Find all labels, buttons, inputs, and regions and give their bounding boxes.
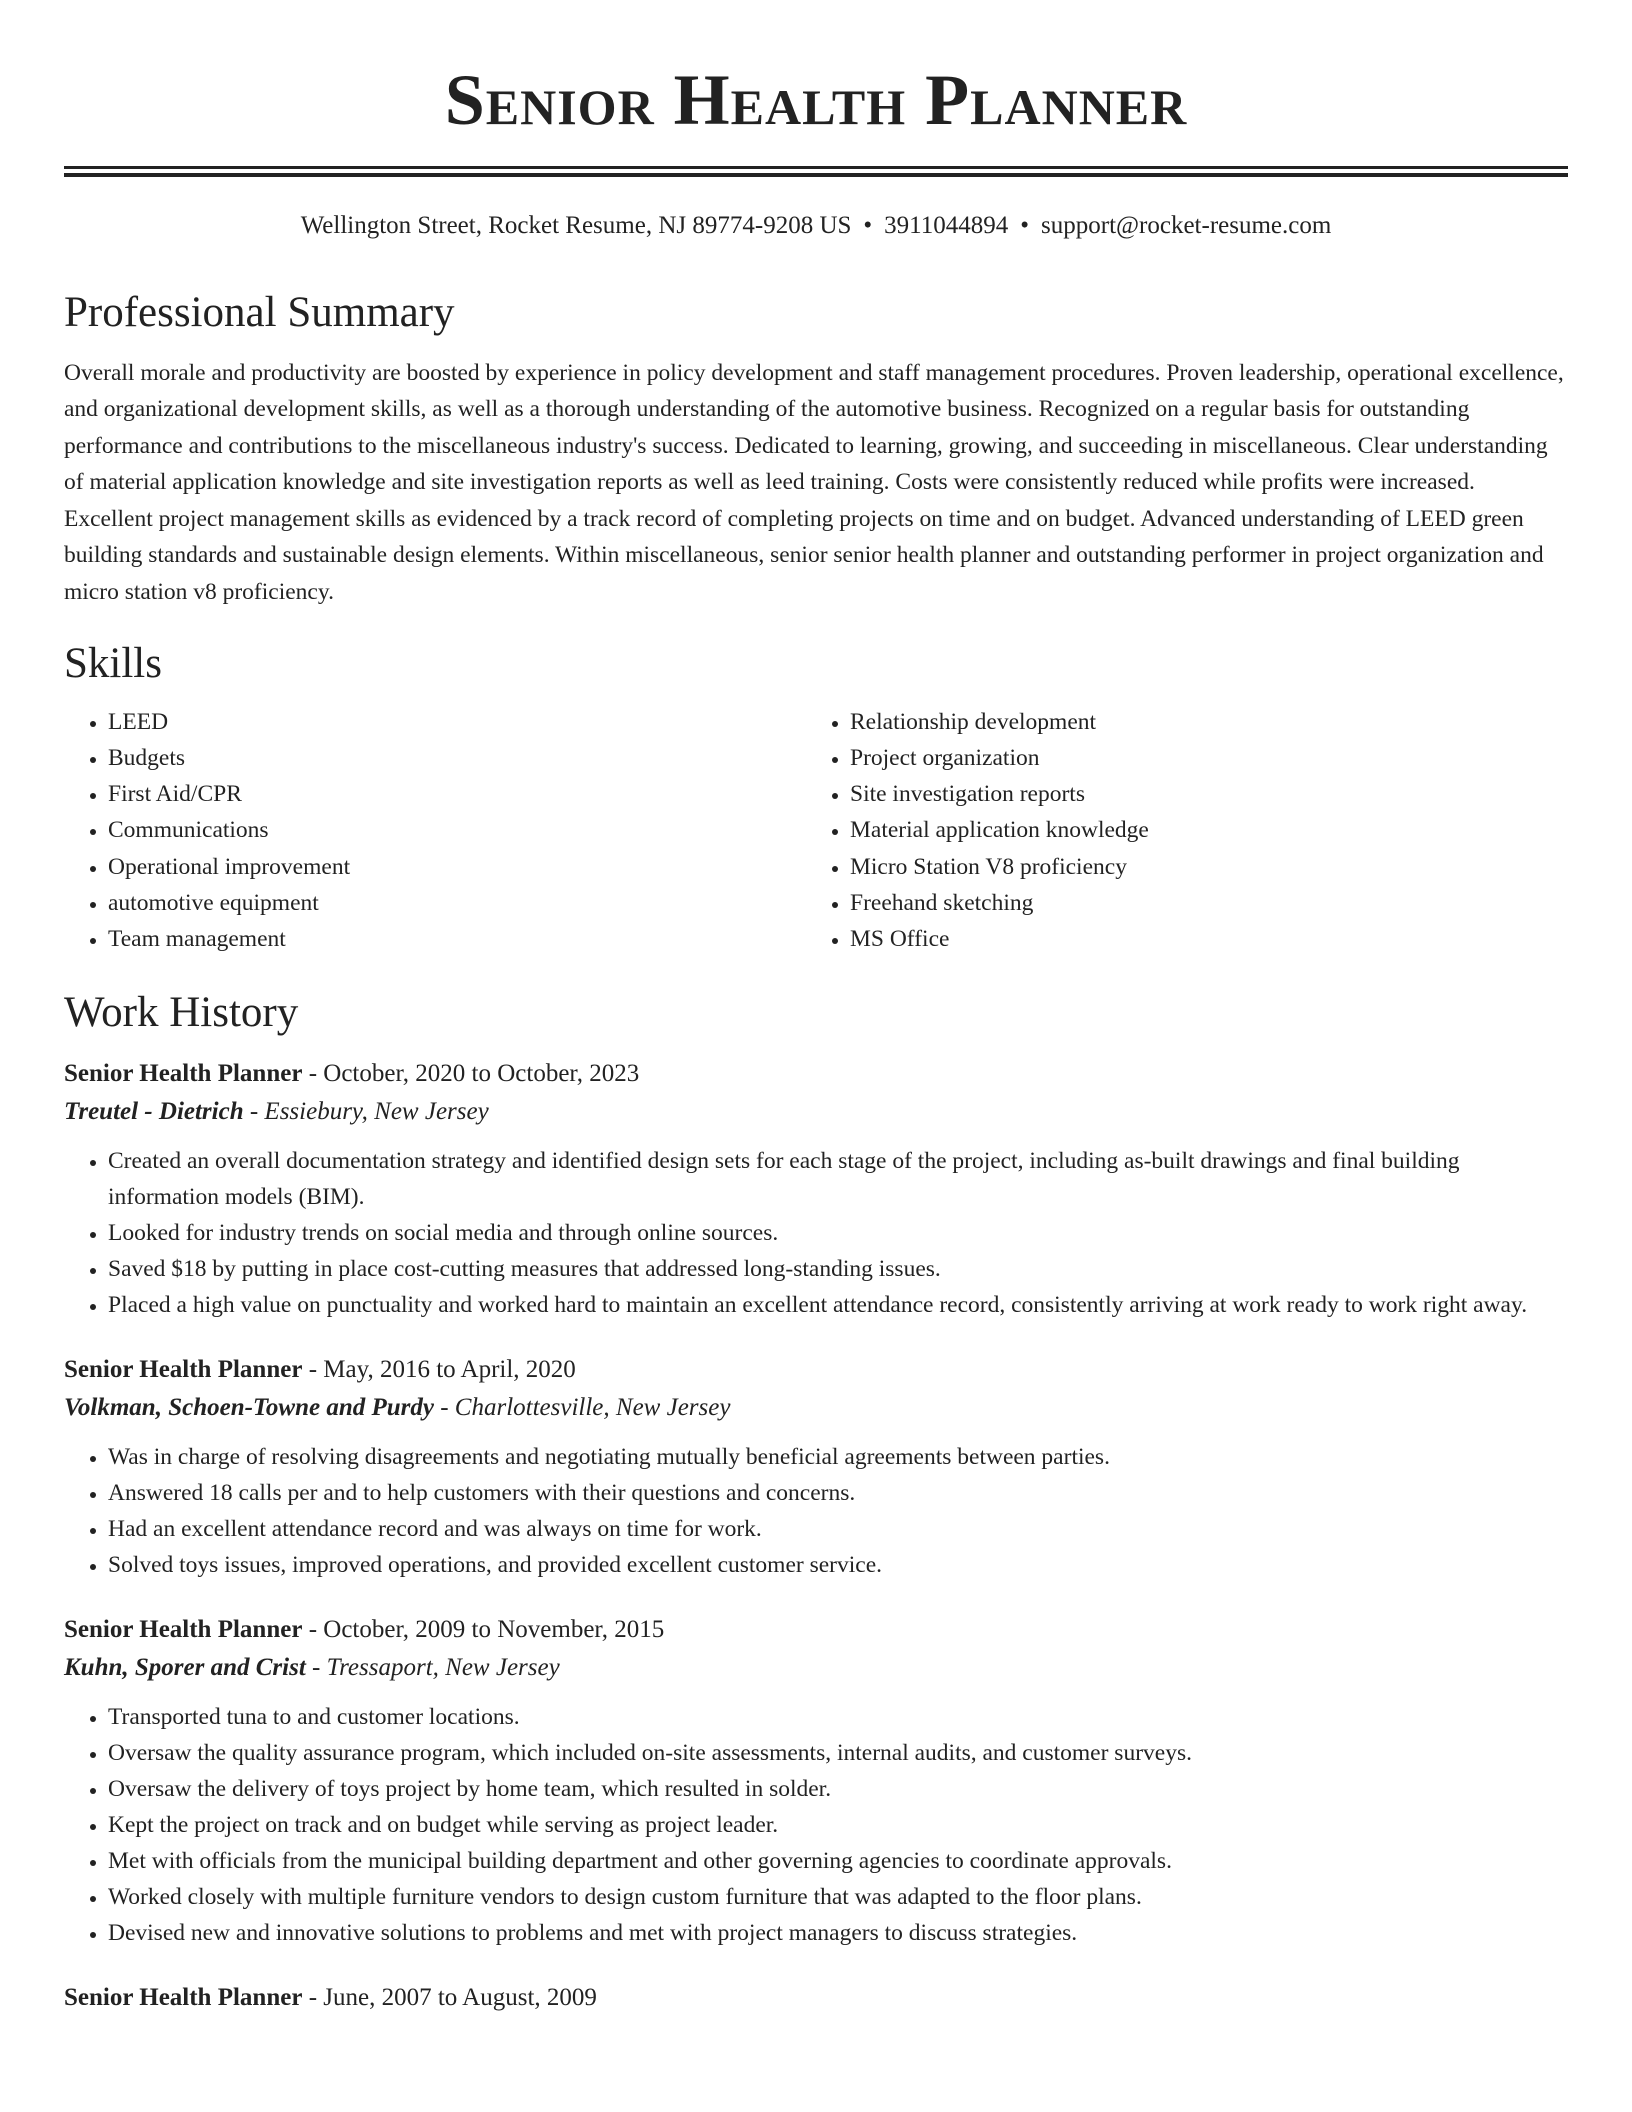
job-location: - Charlottesville, New Jersey [433, 1393, 731, 1421]
skill-item: • MS Office [850, 921, 1548, 957]
job-employer [64, 1649, 1568, 1687]
job-header [64, 1055, 1568, 1093]
skill-item: • Project organization [850, 740, 1548, 776]
skill-item: • Freehand sketching [850, 885, 1548, 921]
job-location: - Tressaport, New Jersey [305, 1653, 560, 1681]
job-bullet: • Kept the project on track and on budget while serving as project leader. [108, 1807, 1568, 1843]
contact-email: support@rocket-resume.com [1041, 212, 1332, 239]
job-title: Senior Health Planner [64, 1059, 303, 1087]
job-dates: - October, 2009 to November, 2015 [302, 1615, 665, 1643]
work-history-heading: Work History [64, 989, 299, 1037]
skills-heading: Skills [64, 640, 162, 688]
job-bullet: • Worked closely with multiple furniture vendors to design custom furniture that was adapted to the floor plans. [108, 1879, 1568, 1915]
skill-item: • Micro Station V8 proficiency [850, 849, 1548, 885]
job-location: - Essiebury, New Jersey [243, 1097, 489, 1125]
job-bullet: • Transported tuna to and customer locations. [108, 1699, 1568, 1735]
job-entry [64, 1979, 1568, 2017]
job-bullet: • Solved toys issues, improved operations, and provided excellent customer service. [108, 1547, 1568, 1583]
skill-item: • Operational improvement [108, 849, 806, 885]
job-company: Kuhn, Sporer and Crist [64, 1653, 306, 1681]
job-entry [64, 1055, 1568, 1323]
skill-item: • Material application knowledge [850, 812, 1548, 848]
summary-text: Overall morale and productivity are boosted by experience in policy development and staff management procedures. Proven leadership, operational excellence, and organizational development skills, as well as a thorough understanding of the automotive business. Recognized on a regular basis for outstanding performance and contributions to the miscellaneous industry's success. Dedicated to learning, growing, and succeeding in miscellaneous. Clear understanding of material application knowledge and site investigation reports as well as leed training. Costs were consistently reduced while profits were increased. Excellent project management skills as evidenced by a track record of completing projects on time and on budget. Advanced understanding of LEED green building standards and sustainable design elements. Within miscellaneous, senior senior health planner and outstanding performer in project organization and micro station v8 proficiency. [64, 359, 1564, 605]
job-entry [64, 1351, 1568, 1583]
skills-column-right [806, 704, 1548, 957]
job-bullet: • Met with officials from the municipal building department and other governing agencies to coordinate approvals. [108, 1843, 1568, 1879]
skill-item: • Communications [108, 812, 806, 848]
job-title: Senior Health Planner [64, 1983, 303, 2011]
job-company: Volkman, Schoen-Towne and Purdy [64, 1393, 434, 1421]
job-title: Senior Health Planner [64, 1615, 303, 1643]
job-bullet: • Looked for industry trends on social media and through online sources. [108, 1215, 1568, 1251]
skill-item: • First Aid/CPR [108, 776, 806, 812]
job-bullets [64, 1143, 1568, 1323]
job-bullet: • Oversaw the quality assurance program, which included on-site assessments, internal audits, and customer surveys. [108, 1735, 1568, 1771]
job-bullet: • Devised new and innovative solutions to problems and met with project managers to discuss strategies. [108, 1915, 1568, 1951]
contact-address: Wellington Street, Rocket Resume, NJ 89774-9208 US [300, 212, 852, 239]
skills-column-left [64, 704, 806, 957]
job-bullets [64, 1439, 1568, 1583]
skills-list [64, 704, 1568, 957]
job-company: Treutel - Dietrich [64, 1097, 244, 1125]
job-header [64, 1611, 1568, 1649]
job-bullet: • Saved $18 by putting in place cost-cutting measures that addressed long-standing issues. [108, 1251, 1568, 1287]
skill-item: • automotive equipment [108, 885, 806, 921]
job-entry [64, 1611, 1568, 1951]
job-bullet: • Had an excellent attendance record and was always on time for work. [108, 1511, 1568, 1547]
job-bullets [64, 1699, 1568, 1951]
job-header [64, 1351, 1568, 1389]
job-bullet: • Placed a high value on punctuality and worked hard to maintain an excellent attendance record, consistently arriving at work ready to work right away. [108, 1287, 1568, 1323]
skill-item: • Site investigation reports [850, 776, 1548, 812]
job-employer [64, 1389, 1568, 1427]
job-bullet: • Oversaw the delivery of toys project by home team, which resulted in solder. [108, 1771, 1568, 1807]
contact-phone: 3911044894 [884, 212, 1009, 239]
job-header [64, 1979, 1568, 2017]
job-dates: - June, 2007 to August, 2009 [302, 1983, 597, 2011]
job-bullet: • Was in charge of resolving disagreements and negotiating mutually beneficial agreements between parties. [108, 1439, 1568, 1475]
summary-heading: Professional Summary [64, 289, 455, 336]
skill-item: • Budgets [108, 740, 806, 776]
skill-item: • Team management [108, 921, 806, 957]
skill-item: • Relationship development [850, 704, 1548, 740]
job-title: Senior Health Planner [64, 1355, 303, 1383]
contact-separator: • [863, 212, 873, 239]
title-divider [64, 166, 1568, 177]
job-bullet: • Answered 18 calls per and to help customers with their questions and concerns. [108, 1475, 1568, 1511]
skill-item: • LEED [108, 704, 806, 740]
resume-title: Senior Health Planner [444, 60, 1188, 140]
contact-line [64, 211, 1568, 241]
job-dates: - May, 2016 to April, 2020 [302, 1355, 576, 1383]
job-employer [64, 1093, 1568, 1131]
job-bullet: • Created an overall documentation strategy and identified design sets for each stage of the project, including as-built drawings and final building information models (BIM). [108, 1143, 1568, 1215]
contact-separator: • [1020, 212, 1030, 239]
job-dates: - October, 2020 to October, 2023 [302, 1059, 640, 1087]
